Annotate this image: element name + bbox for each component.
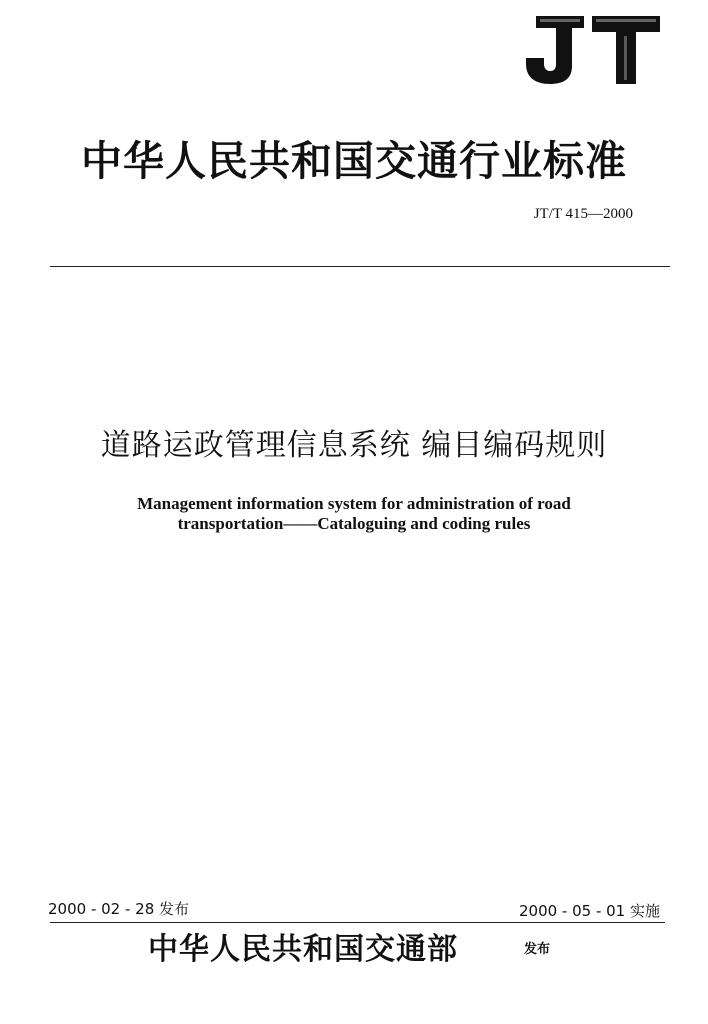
standard-number: JT/T 415—2000 [533, 206, 633, 222]
issuer-suffix: 发布 [524, 942, 551, 957]
document-title-en-line2: transportation——Cataloguing and coding rules [177, 514, 531, 533]
document-title-en [0, 494, 708, 534]
document-title-cn: 道路运政管理信息系统 编目编码规则 [100, 428, 608, 463]
top-divider [50, 266, 670, 267]
implementation-date: 2000 - 05 - 01 实施 [518, 902, 660, 920]
bottom-divider [50, 922, 665, 923]
document-title-en-line1: Management information system for administration of road [137, 494, 571, 513]
org-title: 中华人民共和国交通行业标准 [81, 137, 627, 185]
issuer-name: 中华人民共和国交通部 [148, 932, 458, 967]
issue-date: 2000 - 02 - 28 发布 [48, 900, 190, 918]
jt-logo [522, 14, 664, 86]
